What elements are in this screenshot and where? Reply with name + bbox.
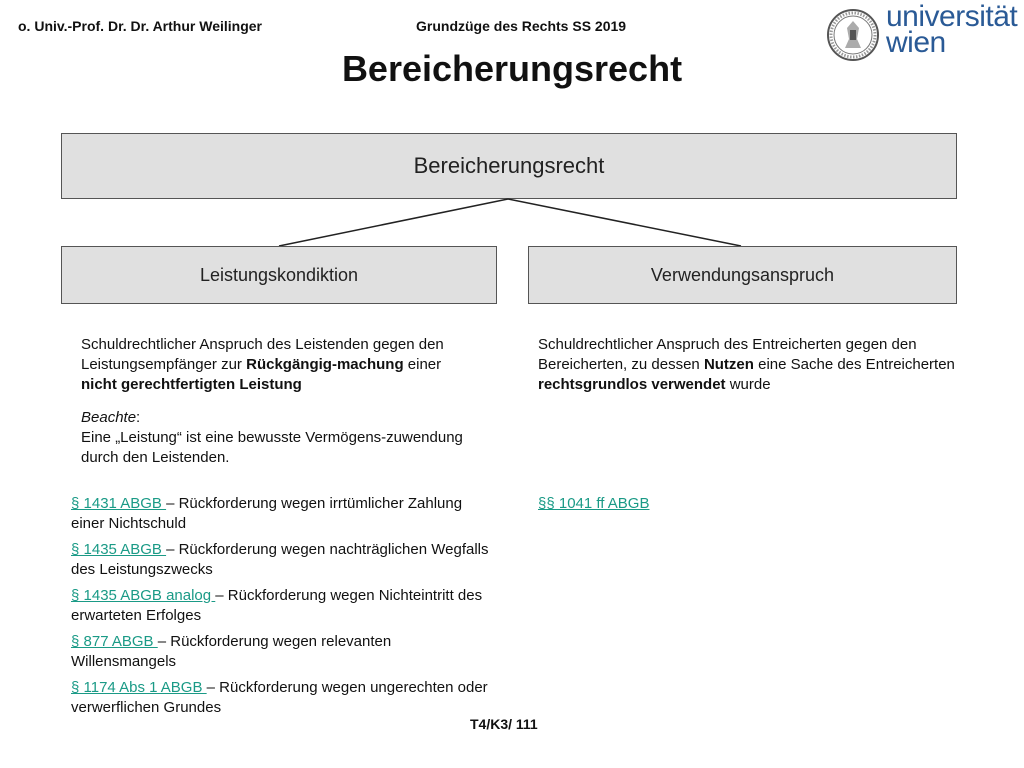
reference-item [71, 540, 491, 580]
desc-bold: Rückgängig-machung [246, 356, 404, 373]
verwendungsanspruch-node [528, 246, 957, 304]
verwendungsanspruch-reference [538, 494, 649, 514]
beachte-colon: : [136, 409, 141, 426]
logo-line-2: wien [886, 26, 946, 59]
desc-text: Schuldrechtlicher Anspruch des Leistenden gegen den Leistungsempfänger zur [81, 336, 444, 373]
root-node [61, 133, 957, 199]
reference-link[interactable]: § 1435 ABGB analog [71, 587, 216, 604]
connector-right [508, 199, 741, 246]
legal-references-list [71, 494, 491, 724]
reference-item [71, 632, 491, 672]
author-header: o. Univ.-Prof. Dr. Dr. Arthur Weilinger [18, 18, 262, 34]
verwendungsanspruch-label: Verwendungsanspruch [650, 264, 835, 285]
leistungskondiktion-node [61, 246, 497, 304]
desc-text: einer [403, 356, 442, 373]
verwendungsanspruch-description [538, 335, 958, 395]
reference-item [71, 494, 491, 534]
reference-text: – Rückforderung wegen irrtümlicher Zahlung einer Nichtschuld [71, 495, 463, 532]
reference-text: – Rückforderung wegen ungerechten oder verwerflichen Grundes [71, 679, 488, 716]
root-node-label: Bereicherungsrecht [413, 153, 605, 178]
desc-bold: rechtsgrundlos verwendet [538, 376, 726, 393]
leistungskondiktion-label: Leistungskondiktion [199, 264, 359, 285]
desc-bold: nicht gerechtfertigten Leistung [81, 376, 302, 393]
reference-text: – Rückforderung wegen nachträglichen Wegfalls des Leistungszwecks [71, 541, 489, 578]
logo-line-1: universität [886, 0, 1018, 33]
reference-item [71, 586, 491, 626]
reference-link[interactable]: § 1435 ABGB [71, 541, 167, 558]
desc-text: wurde [725, 376, 771, 393]
desc-text: Schuldrechtlicher Anspruch des Entreicherten gegen den Bereicherten, zu dessen [538, 336, 917, 373]
beachte-note [81, 408, 481, 468]
reference-link-1041[interactable]: §§ 1041 ff ABGB [538, 495, 650, 512]
reference-item [71, 678, 491, 718]
desc-text: eine Sache des Entreicherten [753, 356, 955, 373]
leistungskondiktion-description [81, 335, 481, 395]
reference-text: – Rückforderung wegen relevanten Willensmangels [71, 633, 392, 670]
course-header: Grundzüge des Rechts SS 2019 [416, 18, 627, 34]
beachte-text: Eine „Leistung“ ist eine bewusste Vermögens-zuwendung durch den Leistenden. [81, 429, 463, 466]
reference-link[interactable]: § 1431 ABGB [71, 495, 167, 512]
reference-link[interactable]: § 1174 Abs 1 ABGB [71, 679, 207, 696]
slide-number: T4/K3/ 111 [470, 716, 538, 732]
reference-text: – Rückforderung wegen Nichteintritt des erwarteten Erfolges [71, 587, 483, 624]
page-title: Bereicherungsrecht [341, 48, 683, 89]
desc-bold: Nutzen [703, 356, 754, 373]
beachte-label: Beachte [81, 409, 137, 426]
reference-link[interactable]: § 877 ABGB [71, 633, 158, 650]
connector-left [279, 199, 508, 246]
